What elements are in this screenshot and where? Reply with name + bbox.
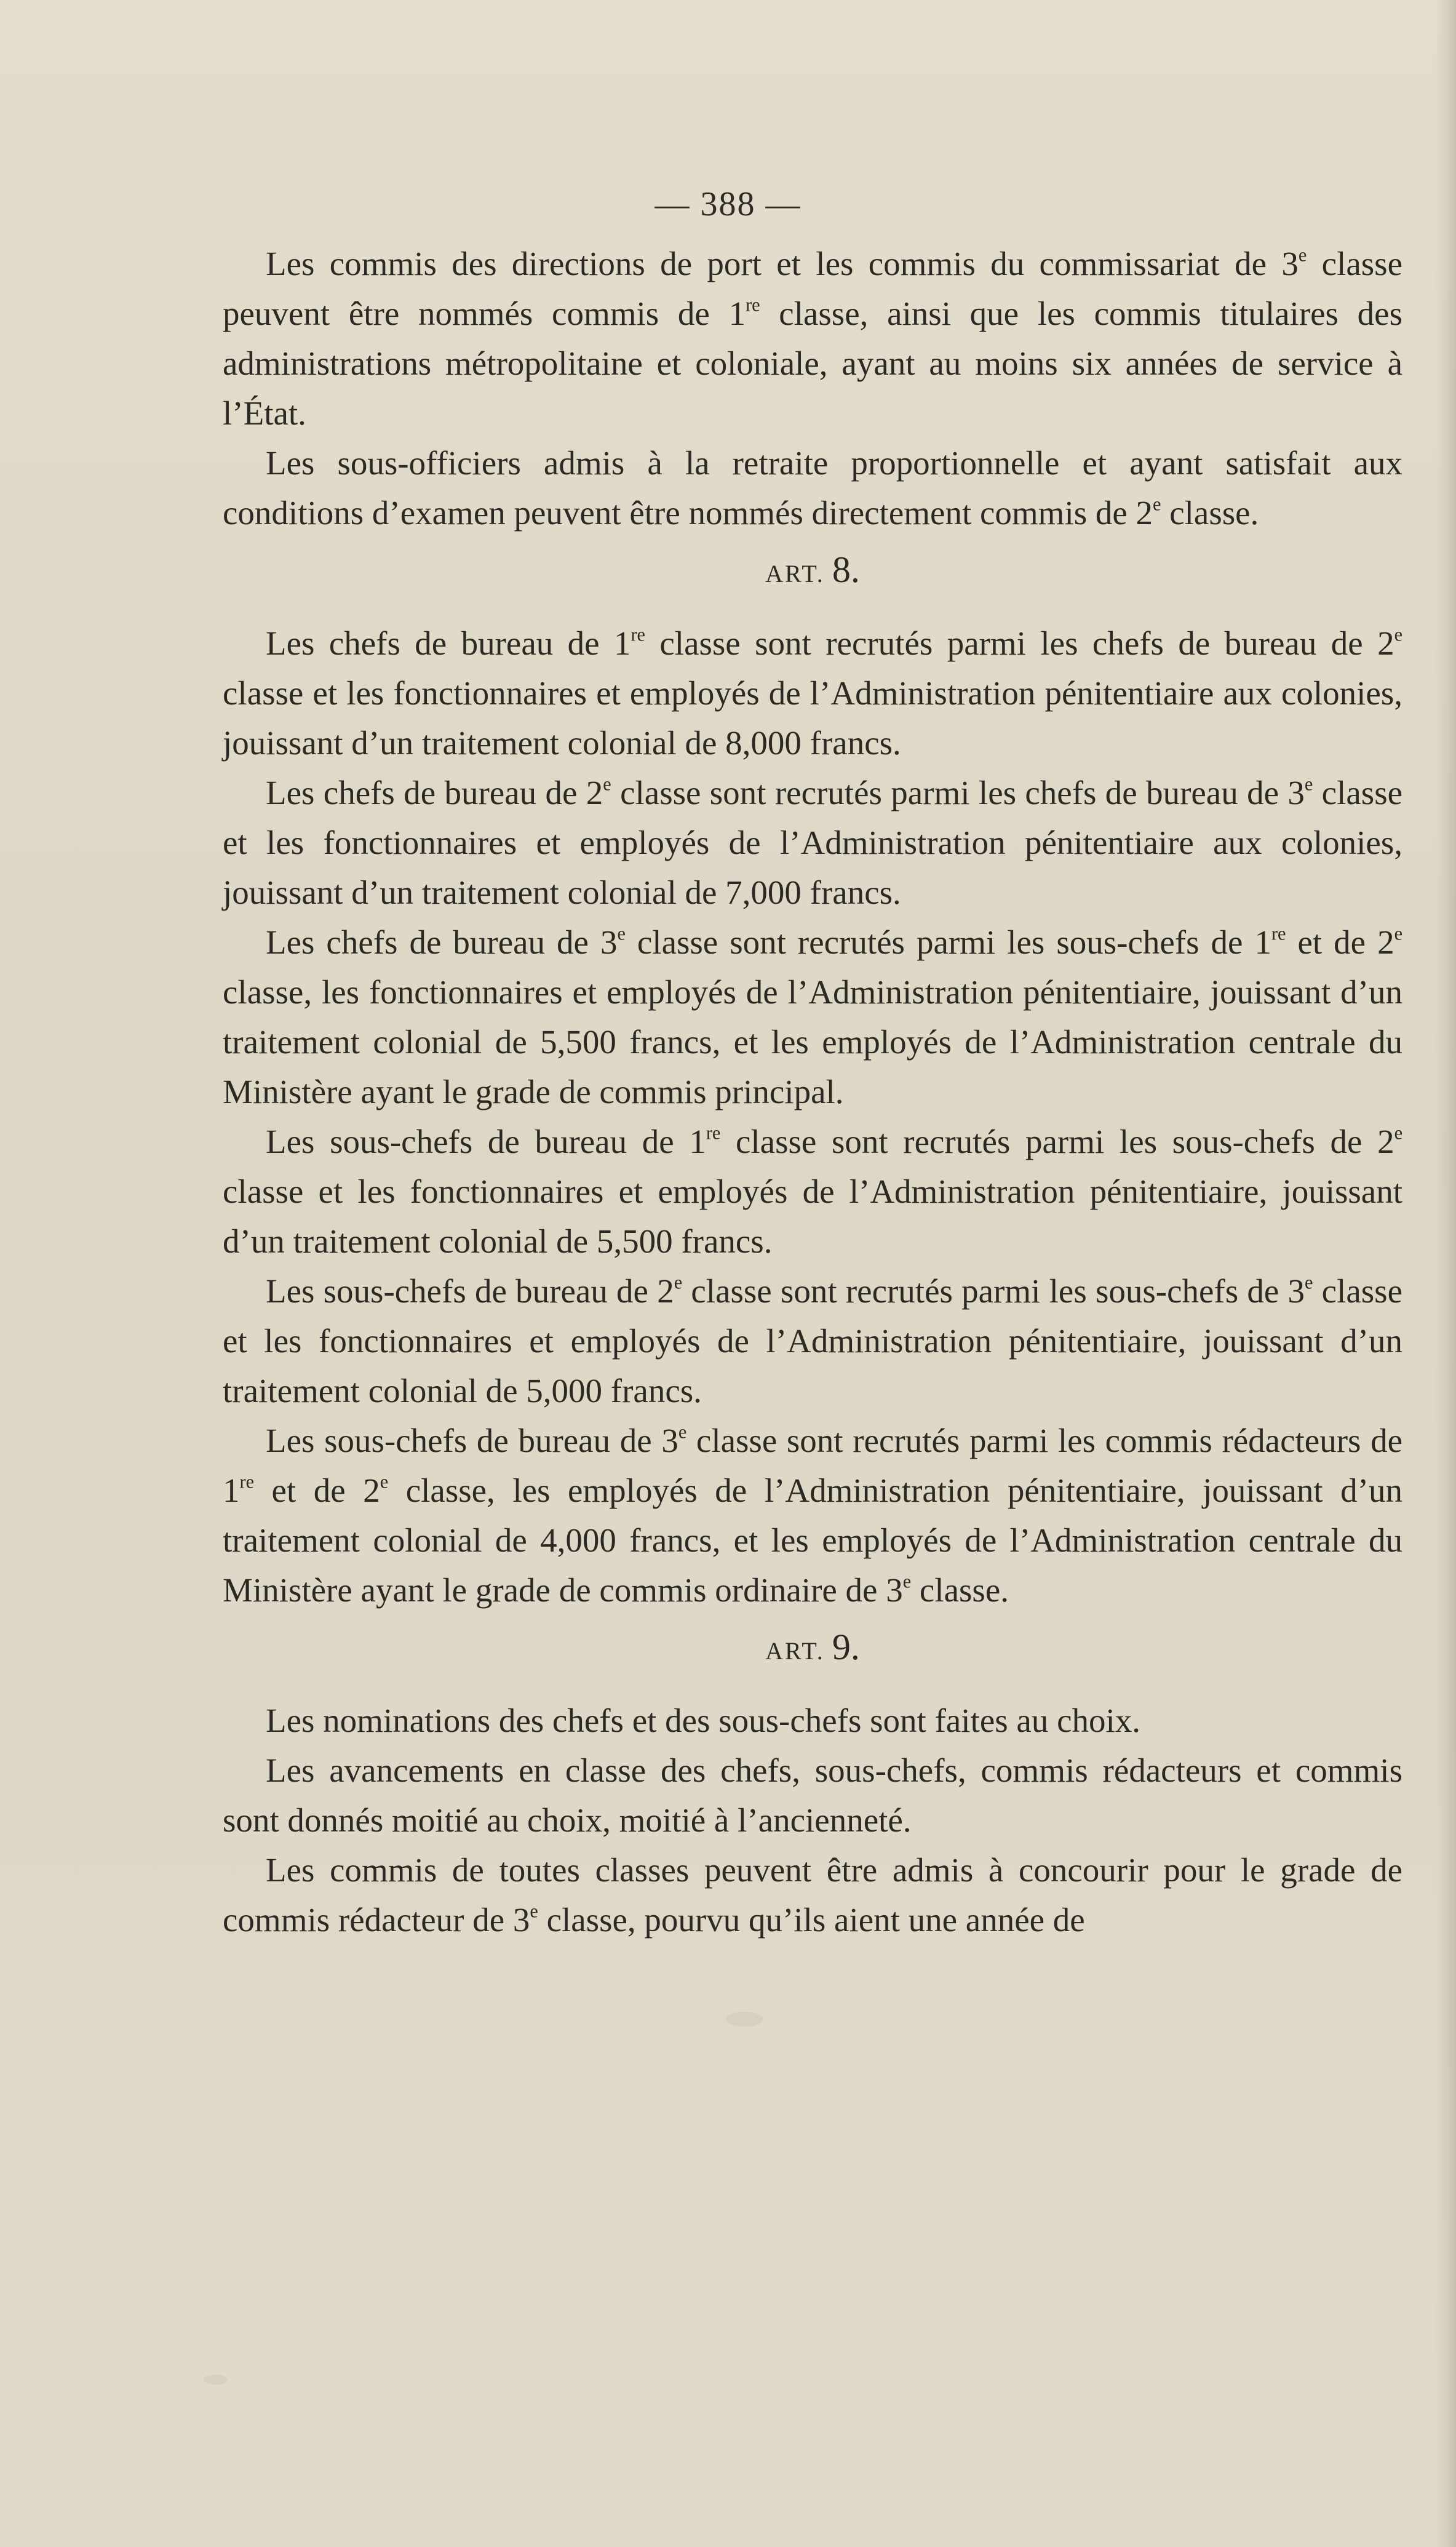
text-run: classe, les fonctionnaires et employés de l’Administration pénitentiaire, jouissant d’un traitement colonial de 5,500 francs, et les employés de l’Administration centrale du Ministère ayant le grade de commis principal. [223,973,1402,1110]
text-run: Les sous-chefs de bureau de [266,1123,690,1160]
ordinal-number: 3 [886,1571,903,1609]
ordinal [1254,923,1286,961]
ordinal-suffix: e [1298,244,1307,266]
ordinal-suffix: e [1394,1122,1402,1144]
ordinal-suffix: e [603,773,611,795]
article-number: 8. [832,549,860,590]
ordinal [1377,1123,1402,1160]
ordinal-number: 1 [689,1123,706,1160]
text-run: classe peuvent être nommés commis de [223,245,1402,332]
article-label: ART. [765,1637,825,1665]
ordinal [1281,245,1307,282]
ordinal-number: 2 [586,774,603,811]
article-heading-1 [223,545,1402,599]
text-run: classe. [1161,494,1259,532]
ordinal-number: 3 [661,1422,678,1459]
text-run: Les chefs de bureau de [266,624,614,662]
ordinal-suffix: e [617,923,626,944]
ordinal-suffix: e [380,1471,389,1493]
text-run: classe sont recrutés parmi les sous-chefs de [625,923,1255,961]
text-run: classe sont recrutés parmi les chefs de bureau de [645,624,1378,662]
ordinal-number: 3 [512,1901,530,1939]
text-run: et de [1286,923,1378,961]
paragraph [223,438,1402,538]
ordinal-number: 1 [613,624,631,662]
ordinal-number: 2 [1377,624,1394,662]
ordinal [363,1472,388,1509]
text-run: classe et les fonctionnaires et employés de l’Administration pénitentiaire, jouissant d’un traitement colonial de 5,000 francs. [223,1272,1402,1409]
paragraph [223,1266,1402,1416]
ordinal-suffix: re [706,1122,721,1144]
paragraph [223,1696,1402,1745]
document-body [223,239,1402,1945]
paragraph [223,1845,1402,1945]
paragraph [223,768,1402,917]
ordinal-number: 3 [1281,245,1299,282]
ordinal [1287,774,1313,811]
ordinal-suffix: e [674,1272,683,1293]
paragraph [223,1416,1402,1615]
text-run: Les commis de toutes classes peuvent être admis à concourir pour le grade de commis rédacteur de [223,1851,1402,1939]
ordinal [513,1901,538,1939]
ordinal-number: 3 [600,923,618,961]
text-run: classe et les fonctionnaires et employés de l’Administration pénitentiaire, jouissant d’un traitement colonial de 5,500 francs. [223,1173,1402,1260]
ordinal-suffix: e [902,1571,912,1592]
ordinal [886,1571,911,1609]
ordinal [600,923,626,961]
ordinal-number: 1 [223,1472,240,1509]
ordinal [614,624,645,662]
paragraph [223,1745,1402,1845]
ordinal-suffix: e [1394,923,1402,944]
ordinal-number: 2 [1136,494,1153,532]
text-run: Les sous-chefs de bureau de [266,1272,658,1310]
text-run: Les chefs de bureau de [266,923,600,961]
ordinal-suffix: re [239,1471,254,1493]
ordinal-suffix: e [1304,773,1313,795]
ordinal-suffix: e [1305,1272,1313,1293]
ordinal-number: 2 [657,1272,674,1310]
text-run: classe. [911,1571,1009,1609]
article-number: 9. [832,1627,860,1667]
ordinal-number: 2 [1377,923,1394,961]
text-run: et de [254,1472,364,1509]
ordinal-number: 1 [728,295,746,332]
ordinal-suffix: e [530,1900,538,1922]
ordinal-suffix: re [631,624,645,645]
paragraph [223,1117,1402,1266]
ordinal-suffix: e [1394,624,1402,645]
page-number: — 388 — [654,185,802,223]
ordinal-suffix: e [678,1421,687,1443]
ordinal-suffix: re [1271,923,1286,944]
text-run: classe sont recrutés parmi les sous-chefs de [720,1123,1378,1160]
ordinal-suffix: re [746,294,760,316]
text-run: classe sont recrutés parmi les chefs de bureau de [611,774,1288,811]
ordinal [1136,494,1161,532]
ordinal [689,1123,720,1160]
ordinal-suffix: e [1153,493,1161,515]
ordinal [729,295,760,332]
ordinal [1288,1272,1313,1310]
ordinal-number: 3 [1287,774,1305,811]
paper-stain [203,2375,228,2385]
ordinal [1377,624,1402,662]
text-run: classe sont recrutés parmi les sous-chefs de [682,1272,1288,1310]
text-run: Les chefs de bureau de [266,774,586,811]
ordinal [661,1422,686,1459]
paragraph [223,239,1402,438]
ordinal-number: 2 [363,1472,380,1509]
article-heading-2 [223,1622,1402,1676]
ordinal [586,774,611,811]
ordinal-number: 2 [1377,1123,1394,1160]
text-run: Les sous-officiers admis à la retraite proportionnelle et ayant satisfait aux conditions d’examen peuvent être nommés directement commis de [223,444,1402,532]
ordinal-number: 3 [1287,1272,1305,1310]
text-run: Les nominations des chefs et des sous-chefs sont faites au choix. [266,1702,1141,1739]
text-run: classe et les fonctionnaires et employés de l’Administration pénitentiaire aux colonies, jouissant d’un traitement colonial de 8,000 francs. [223,674,1402,762]
text-run: classe, pourvu qu’ils aient une année de [538,1901,1085,1939]
text-run: Les commis des directions de port et les commis du commissariat de [266,245,1282,282]
text-run: classe et les fonctionnaires et employés de l’Administration pénitentiaire aux colonies, jouissant d’un traitement colonial de 7,000 francs. [223,774,1403,911]
text-run: Les avancements en classe des chefs, sous-chefs, commis rédacteurs et commis sont donnés moitié au choix, moitié à l’ancienneté. [223,1752,1402,1839]
text-run: classe sont recrutés parmi les commis rédacteurs de [686,1422,1402,1459]
paragraph [223,917,1402,1117]
text-run: classe, les employés de l’Administration pénitentiaire, jouissant d’un traitement colonial de 4,000 francs, et les employés de l’Administration centrale du Ministère ayant le grade de commis ordinaire de [223,1472,1402,1609]
ordinal-number: 1 [1254,923,1271,961]
article-label: ART. [765,560,825,588]
ordinal [223,1472,254,1509]
paper-stain [726,2012,763,2027]
paragraph [223,618,1402,768]
ordinal [1377,923,1402,961]
page-binding-shadow [1435,0,1456,2547]
ordinal [657,1272,682,1310]
text-run: classe, ainsi que les commis titulaires des administrations métropolitaine et coloniale, ayant au moins six années de service à l’État. [223,295,1402,432]
text-run: Les sous-chefs de bureau de [266,1422,662,1459]
